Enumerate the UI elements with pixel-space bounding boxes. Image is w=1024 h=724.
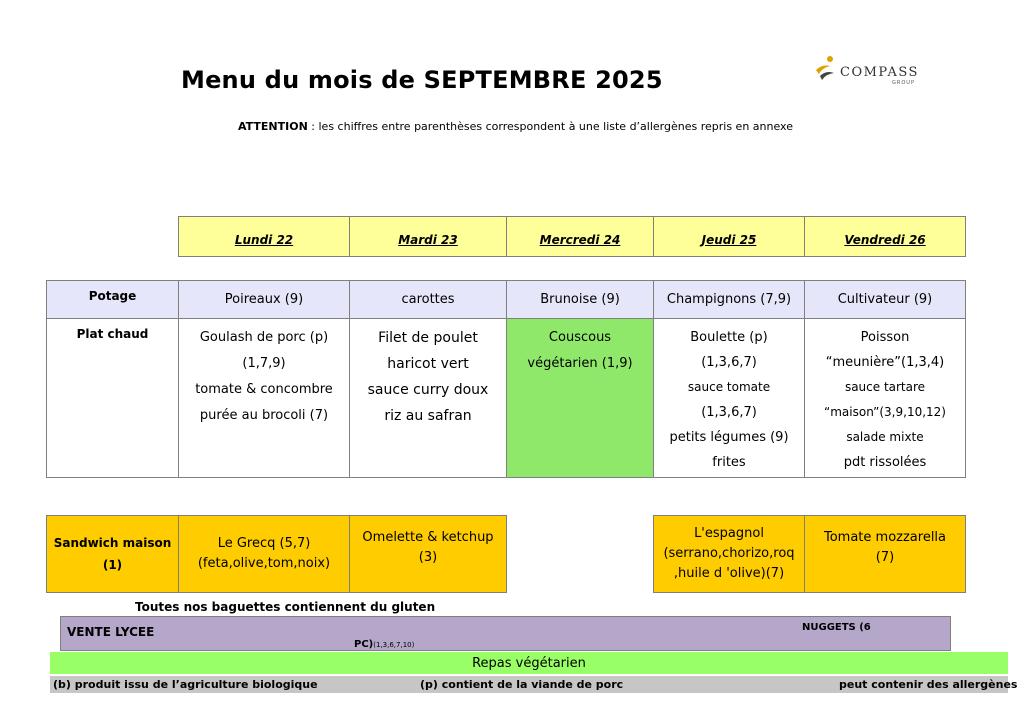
dish-line: sauce tartare bbox=[844, 380, 926, 394]
sandwich-line: (7) bbox=[875, 550, 895, 565]
sandwich-line: (3) bbox=[418, 550, 438, 565]
dish-line: (1,3,6,7) bbox=[701, 355, 757, 370]
logo-text: COMPASS bbox=[840, 65, 919, 80]
sandwich-vendredi bbox=[804, 515, 966, 593]
sandwich-jeudi bbox=[653, 515, 805, 593]
dish-line: “maison”(3,9,10,12) bbox=[824, 405, 946, 419]
dish-line: frites bbox=[712, 455, 746, 470]
dish-line: Filet de poulet bbox=[378, 330, 478, 346]
dish-line: purée au brocoli (7) bbox=[199, 408, 329, 423]
dish-line: salade mixte bbox=[846, 430, 924, 444]
vente-lycee-label: VENTE LYCEE bbox=[67, 625, 155, 639]
sandwich-label-line: (1) bbox=[102, 558, 123, 572]
plat-vendredi bbox=[804, 318, 966, 478]
sandwich-mardi bbox=[349, 515, 507, 593]
compass-logo bbox=[810, 52, 940, 86]
sandwich-line: Omelette & ketchup bbox=[362, 530, 494, 545]
sandwich-line: (feta,olive,tom,noix) bbox=[197, 556, 331, 571]
plat-chaud-label: Plat chaud bbox=[46, 318, 179, 478]
sandwich-line: Le Grecq (5,7) bbox=[217, 536, 311, 551]
sandwich-label-line: Sandwich maison bbox=[53, 536, 172, 550]
potage-mardi: carottes bbox=[349, 280, 507, 319]
dish-line: sauce tomate bbox=[687, 380, 771, 394]
compass-logo-icon bbox=[810, 54, 840, 84]
potage-mercredi: Brunoise (9) bbox=[506, 280, 654, 319]
dish-line: pdt rissolées bbox=[843, 455, 927, 470]
sandwich-line: Tomate mozzarella bbox=[823, 530, 947, 545]
sandwich-label bbox=[46, 515, 179, 593]
sandwich-line: L'espagnol bbox=[694, 526, 764, 541]
page-title: Menu du mois de SEPTEMBRE 2025 bbox=[181, 66, 663, 94]
attention-label: ATTENTION bbox=[238, 120, 308, 133]
dish-line: Couscous bbox=[548, 330, 612, 345]
dish-line: (1,3,6,7) bbox=[701, 405, 757, 420]
potage-label: Potage bbox=[46, 280, 179, 319]
dish-line: Poisson bbox=[860, 330, 910, 345]
potage-lundi: Poireaux (9) bbox=[178, 280, 350, 319]
legend-bio: (b) produit issu de l’agriculture biologique bbox=[53, 678, 318, 691]
vente-pc bbox=[354, 639, 414, 650]
dish-line: Boulette (p) bbox=[690, 330, 768, 345]
vente-pc-allergens: (1,3,6,7,10) bbox=[373, 641, 415, 649]
sandwich-line: ,huile d 'olive)(7) bbox=[673, 566, 785, 581]
logo-sub: GROUP bbox=[892, 80, 915, 86]
legend-allergens: peut contenir des allergènes bbox=[839, 678, 1018, 691]
plat-lundi bbox=[178, 318, 350, 478]
plat-mardi bbox=[349, 318, 507, 478]
day-header-jeudi: Jeudi 25 bbox=[653, 216, 805, 257]
day-header-mercredi: Mercredi 24 bbox=[506, 216, 654, 257]
day-header-vendredi: Vendredi 26 bbox=[804, 216, 966, 257]
plat-mercredi bbox=[506, 318, 654, 478]
dish-line: haricot vert bbox=[387, 356, 469, 372]
dish-line: Goulash de porc (p) bbox=[199, 330, 329, 345]
day-header-mardi: Mardi 23 bbox=[349, 216, 507, 257]
potage-vendredi: Cultivateur (9) bbox=[804, 280, 966, 319]
legend-bar bbox=[50, 676, 1018, 693]
gluten-note: Toutes nos baguettes contiennent du gluten bbox=[135, 600, 436, 614]
vente-nuggets: NUGGETS (6 bbox=[802, 622, 871, 633]
legend-porc: (p) contient de la viande de porc bbox=[420, 678, 624, 691]
day-header-lundi: Lundi 22 bbox=[178, 216, 350, 257]
attention-text: : les chiffres entre parenthèses correspondent à une liste d’allergènes repris en annexe bbox=[307, 120, 793, 133]
sandwich-lundi bbox=[178, 515, 350, 593]
vente-lycee-bar bbox=[60, 616, 951, 651]
dish-line: (1,7,9) bbox=[242, 356, 286, 371]
dish-line: “meunière”(1,3,4) bbox=[825, 355, 945, 370]
allergen-notice bbox=[238, 120, 793, 133]
sandwich-line: (serrano,chorizo,roq bbox=[663, 546, 795, 561]
potage-jeudi: Champignons (7,9) bbox=[653, 280, 805, 319]
vegetarian-legend: Repas végétarien bbox=[50, 652, 1008, 674]
dish-line: végétarien (1,9) bbox=[527, 356, 633, 371]
dish-line: riz au safran bbox=[384, 408, 472, 424]
dish-line: petits légumes (9) bbox=[669, 430, 789, 445]
dish-line: sauce curry doux bbox=[367, 382, 489, 398]
plat-jeudi bbox=[653, 318, 805, 478]
vente-pc-text: PC) bbox=[354, 639, 374, 650]
dish-line: tomate & concombre bbox=[195, 382, 333, 397]
